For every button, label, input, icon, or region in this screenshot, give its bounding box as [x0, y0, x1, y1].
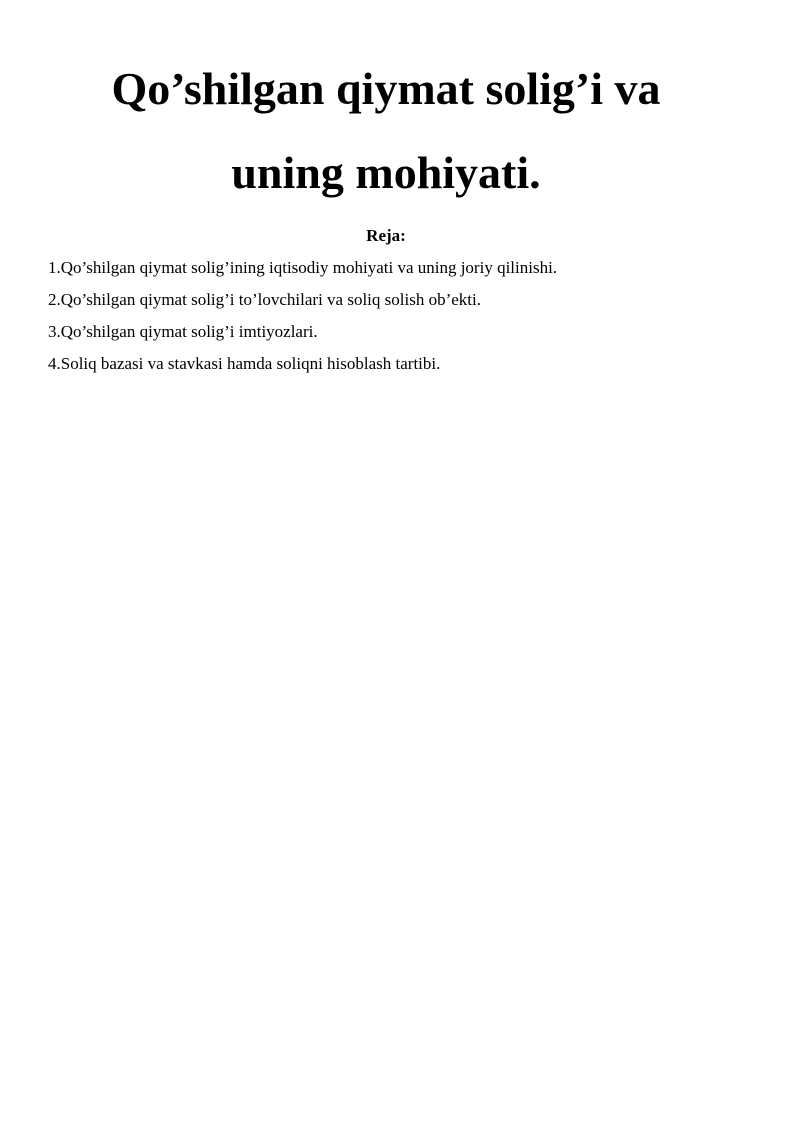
plan-item-2: 2.Qo’shilgan qiymat solig’i to’lovchilari va soliq solish ob’ekti.	[48, 290, 481, 309]
plan-item-1: 1.Qo’shilgan qiymat solig’ining iqtisodiy mohiyati va uning joriy qilinishi.	[48, 258, 558, 277]
plan-item-4: 4.Soliq bazasi va stavkasi hamda soliqni hisoblash tartibi.	[48, 354, 441, 373]
plan-list	[48, 258, 557, 386]
plan-heading: Reja:	[366, 226, 406, 245]
document-title-line-2: uning mohiyati.	[231, 147, 541, 198]
document-title-line-1: Qo’shilgan qiymat solig’i va	[111, 63, 661, 114]
plan-item-3: 3.Qo’shilgan qiymat solig’i imtiyozlari.	[48, 322, 318, 341]
